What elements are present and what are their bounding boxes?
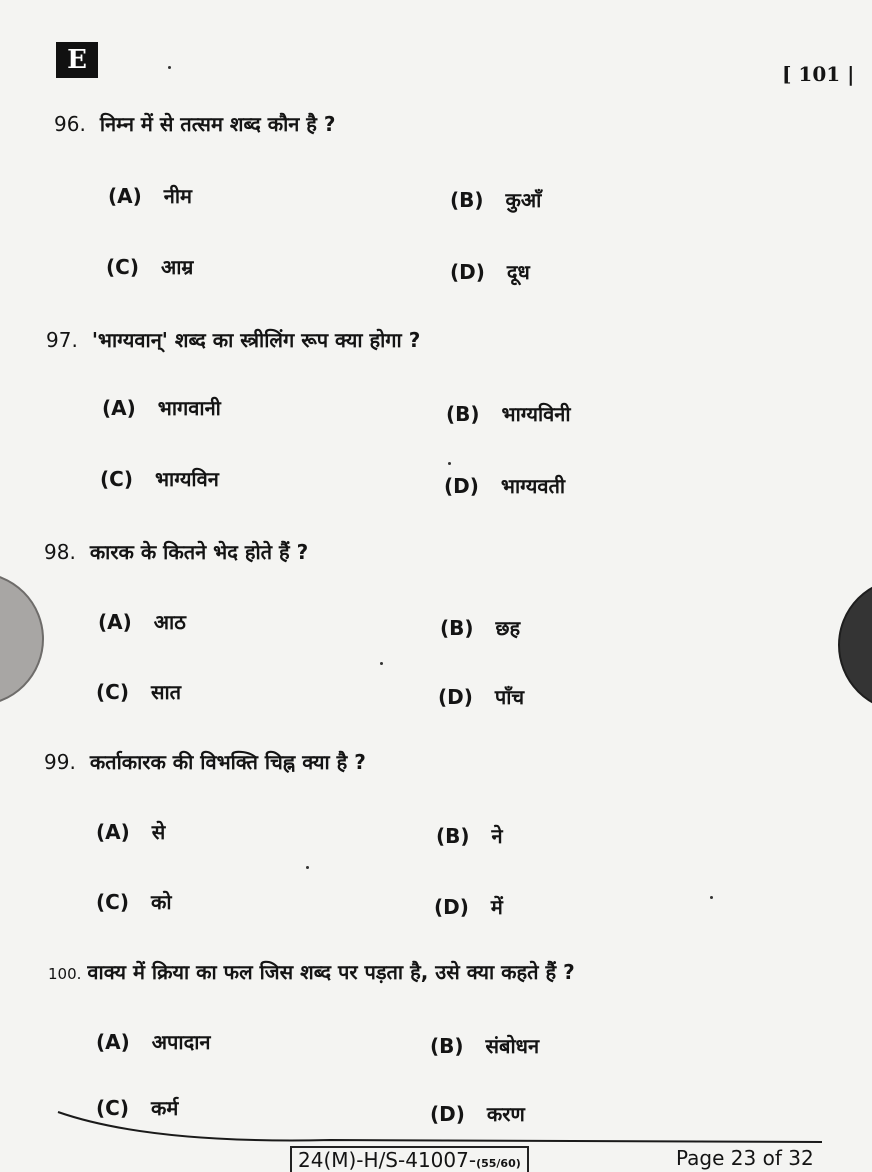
option-label: (C)	[96, 890, 129, 914]
question-text: निम्न में से तत्सम शब्द कौन है ?	[99, 112, 336, 136]
ink-speck	[380, 662, 383, 665]
option-text: आम्र	[160, 255, 194, 279]
ink-speck	[306, 866, 309, 869]
option-99-b	[436, 822, 503, 849]
option-text: भाग्यविनी	[501, 402, 571, 426]
option-96-d	[450, 258, 530, 285]
option-99-c	[96, 888, 172, 915]
option-96-b	[450, 186, 541, 213]
ink-speck	[168, 66, 171, 69]
question-100	[48, 958, 575, 985]
question-96	[54, 110, 336, 137]
option-text: करण	[486, 1102, 525, 1126]
option-99-d	[434, 893, 503, 920]
option-96-a	[108, 182, 192, 209]
option-97-a	[102, 394, 221, 421]
option-text: छह	[495, 616, 521, 640]
option-98-b	[440, 614, 520, 641]
footer-page-count: Page 23 of 32	[676, 1146, 814, 1170]
option-96-c	[106, 253, 193, 280]
option-text: आठ	[153, 610, 186, 634]
option-label: (C)	[100, 467, 133, 491]
option-100-a	[96, 1028, 211, 1055]
option-label: (A)	[102, 396, 136, 420]
set-code-badge: E	[56, 42, 98, 78]
ink-speck	[710, 896, 713, 899]
option-98-a	[98, 608, 186, 635]
option-98-c	[96, 678, 181, 705]
option-text: कर्म	[150, 1096, 179, 1120]
option-text: कुआँ	[505, 188, 542, 212]
option-text: ने	[491, 824, 503, 848]
question-99	[44, 748, 366, 775]
option-label: (D)	[444, 474, 479, 498]
option-label: (D)	[434, 895, 469, 919]
option-text: को	[150, 890, 172, 914]
paper-code-series: (55/60)	[476, 1157, 521, 1170]
option-text: भाग्यविन	[154, 467, 219, 491]
option-label: (B)	[446, 402, 480, 426]
option-text: अपादान	[151, 1030, 211, 1054]
option-text: नीम	[163, 184, 193, 208]
option-text: भागवानी	[157, 396, 221, 420]
paper-code-text: 24(M)-H/S-41007-	[298, 1148, 477, 1172]
option-text: पाँच	[494, 685, 525, 709]
option-label: (B)	[436, 824, 470, 848]
question-97	[46, 326, 420, 353]
option-label: (B)	[430, 1034, 464, 1058]
option-label: (B)	[450, 188, 484, 212]
option-label: (D)	[450, 260, 485, 284]
option-98-d	[438, 683, 524, 710]
page-number: [ 101 |	[782, 62, 855, 86]
option-text: संबोधन	[485, 1034, 540, 1058]
punch-hole-right	[838, 578, 872, 712]
ink-speck	[448, 462, 451, 465]
option-100-b	[430, 1032, 539, 1059]
option-label: (C)	[96, 680, 129, 704]
option-text: में	[490, 895, 503, 919]
question-number: 97.	[46, 328, 78, 352]
punch-hole-left	[0, 572, 44, 706]
question-number: 96.	[54, 112, 86, 136]
option-text: से	[151, 820, 166, 844]
question-text: 'भाग्यवान्' शब्द का स्त्रीलिंग रूप क्या होगा ?	[91, 328, 421, 352]
option-label: (A)	[96, 1030, 130, 1054]
option-label: (A)	[96, 820, 130, 844]
option-label: (C)	[106, 255, 139, 279]
question-number: 99.	[44, 750, 76, 774]
option-label: (A)	[98, 610, 132, 634]
option-label: (C)	[96, 1096, 129, 1120]
option-label: (B)	[440, 616, 474, 640]
option-label: (A)	[108, 184, 142, 208]
option-text: दूध	[506, 260, 530, 284]
question-98	[44, 538, 308, 565]
question-number: 100.	[48, 965, 82, 983]
option-97-d	[444, 472, 565, 499]
question-text: कर्ताकारक की विभक्ति चिह्न क्या है ?	[89, 750, 366, 774]
option-label: (D)	[430, 1102, 465, 1126]
option-text: भाग्यवती	[500, 474, 566, 498]
option-label: (D)	[438, 685, 473, 709]
option-99-a	[96, 818, 165, 845]
option-97-b	[446, 400, 571, 427]
question-text: कारक के कितने भेद होते हैं ?	[89, 540, 309, 564]
paper-code	[290, 1146, 529, 1172]
question-text: वाक्य में क्रिया का फल जिस शब्द पर पड़ता है, उसे क्या कहते हैं ?	[87, 960, 575, 984]
option-97-c	[100, 465, 219, 492]
option-text: सात	[150, 680, 182, 704]
question-number: 98.	[44, 540, 76, 564]
